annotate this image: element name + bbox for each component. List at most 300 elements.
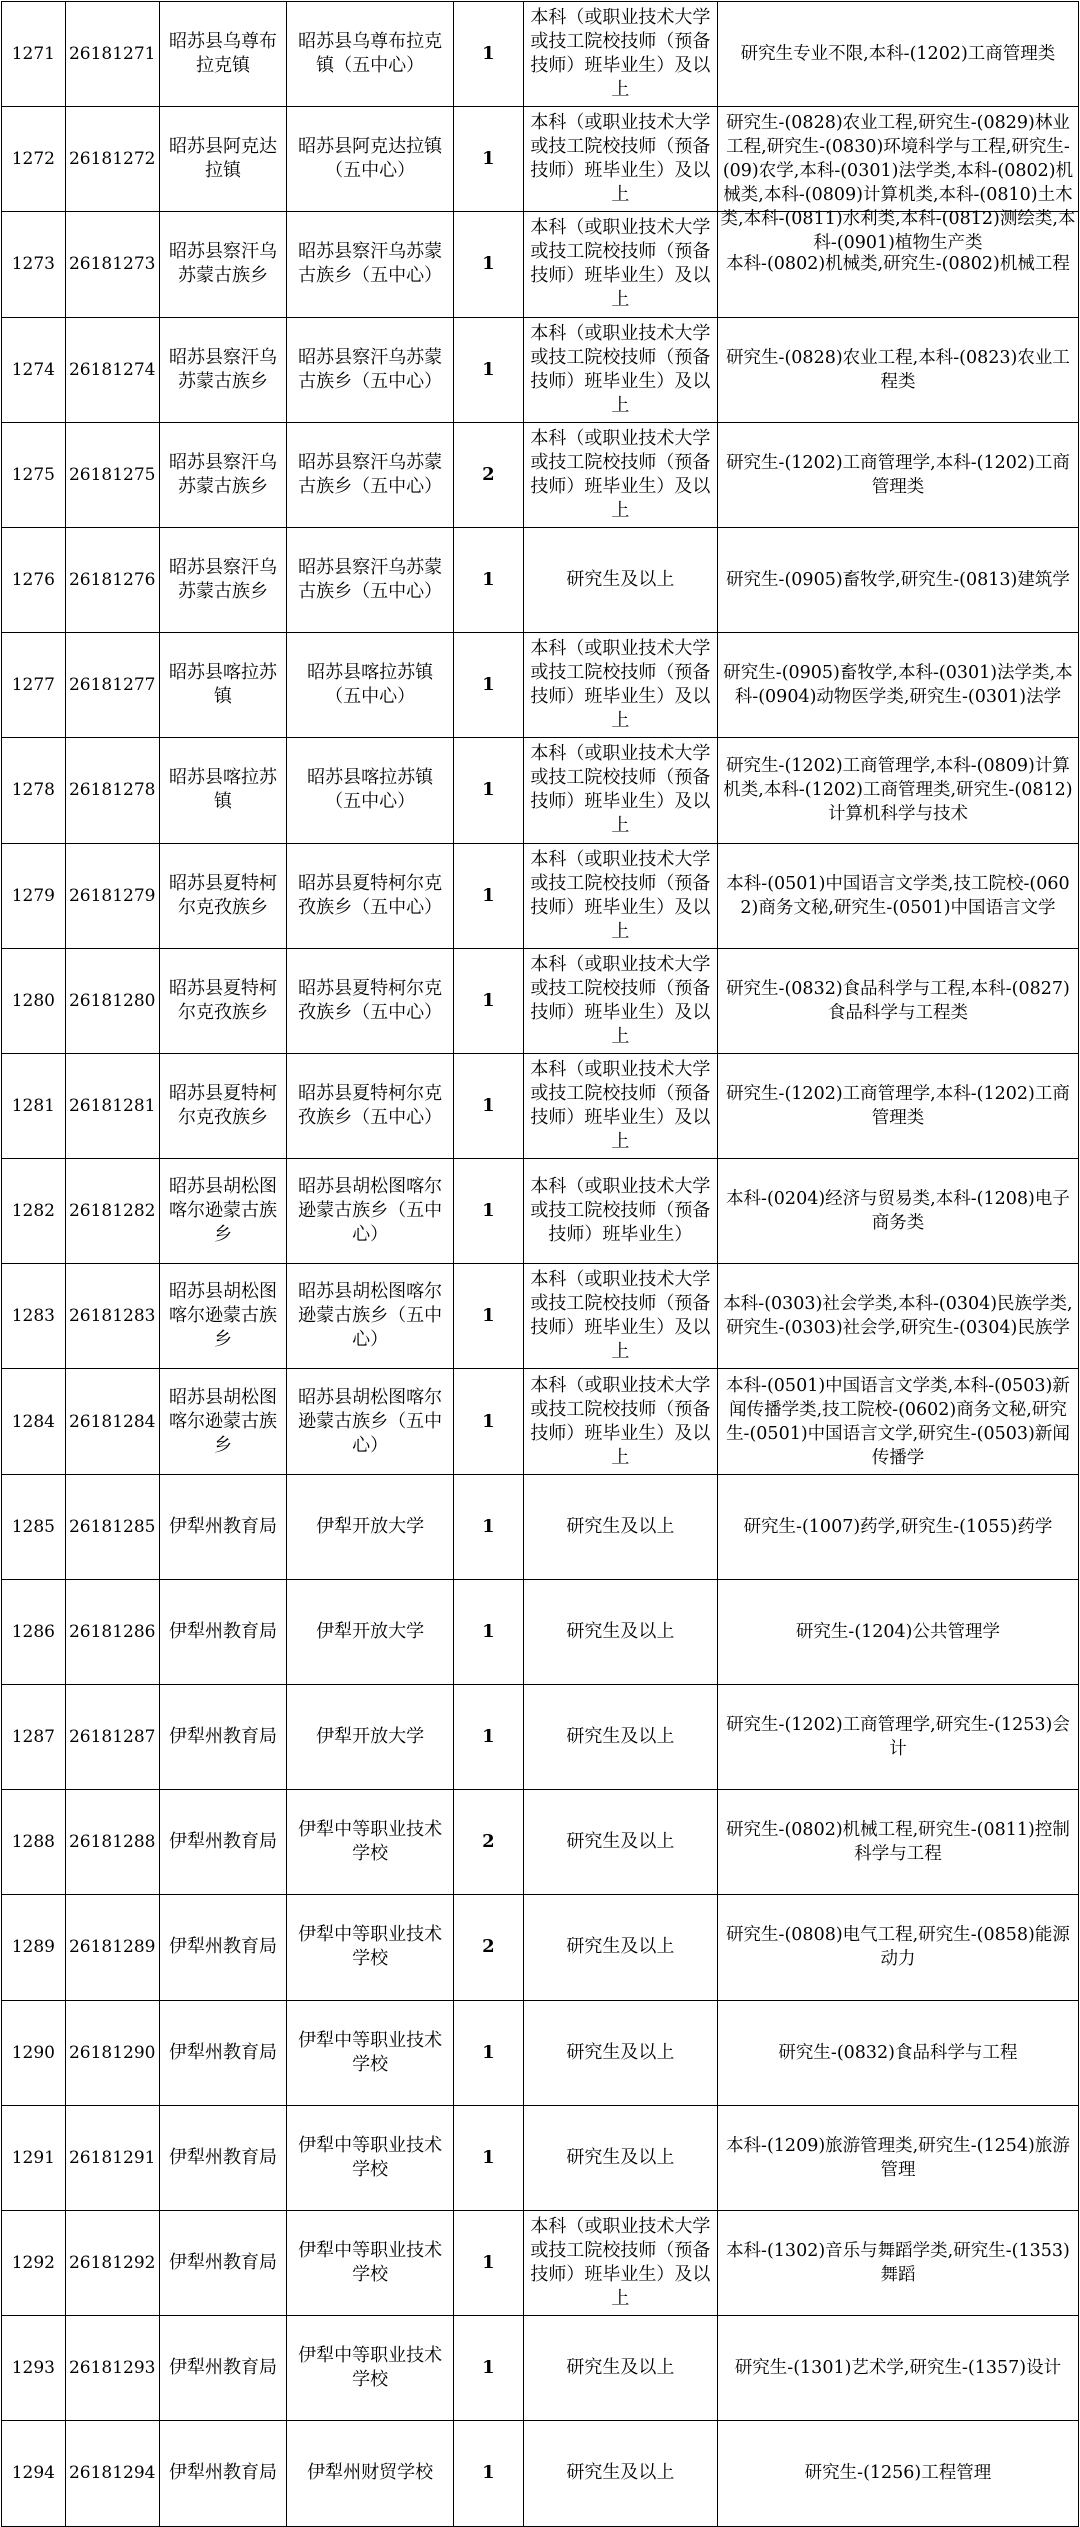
education-requirement-text: 本科（或职业技术大学或技工院校技师（预备技师）班毕业生）及以上 — [530, 112, 711, 206]
department-text: 昭苏县乌尊布拉克镇 — [168, 31, 277, 77]
row-number-cell — [2, 1790, 66, 1895]
education-requirement-cell — [523, 843, 717, 948]
employer-unit-cell — [287, 2, 454, 107]
hiring-count-cell — [454, 317, 524, 422]
department-text: 昭苏县察汗乌苏蒙古族乡 — [168, 557, 277, 603]
table-row — [2, 738, 1079, 843]
department-text: 伊犁州教育局 — [168, 2146, 277, 2168]
employer-unit-text: 昭苏县察汗乌苏蒙古族乡（五中心） — [298, 557, 443, 603]
education-requirement-cell — [523, 633, 717, 738]
employer-unit-text: 昭苏县喀拉苏镇（五中心） — [307, 767, 434, 813]
department-cell — [159, 1474, 286, 1579]
table-row — [2, 948, 1079, 1053]
hiring-count-text: 1 — [482, 148, 495, 170]
hiring-count-text: 1 — [482, 2252, 495, 2274]
employer-unit-cell — [287, 2000, 454, 2105]
education-requirement-text: 本科（或职业技术大学或技工院校技师（预备技师）班毕业生）及以上 — [530, 638, 711, 732]
hiring-count-cell — [454, 2316, 524, 2421]
department-cell — [159, 2210, 286, 2315]
row-number-text: 1292 — [11, 2253, 55, 2274]
hiring-count-text: 1 — [482, 1305, 495, 1327]
position-code-text: 26181280 — [68, 990, 156, 1011]
hiring-count-text: 1 — [482, 989, 495, 1011]
row-number-text: 1294 — [11, 2463, 55, 2484]
department-cell — [159, 1579, 286, 1684]
hiring-count-cell — [454, 1264, 524, 1369]
hiring-count-text: 1 — [482, 1094, 495, 1116]
position-code-cell — [65, 1369, 159, 1474]
hiring-count-cell — [454, 2105, 524, 2210]
employer-unit-cell — [287, 1790, 454, 1895]
position-code-cell — [65, 2316, 159, 2421]
employer-unit-cell — [287, 1264, 454, 1369]
education-requirement-cell — [523, 1895, 717, 2000]
position-code-text: 26181274 — [68, 359, 156, 380]
department-text: 伊犁州教育局 — [168, 1726, 277, 1748]
employer-unit-text: 伊犁中等职业技术学校 — [298, 2029, 443, 2075]
education-requirement-cell — [523, 2421, 717, 2526]
department-text: 伊犁州教育局 — [168, 2041, 277, 2063]
employer-unit-cell — [287, 1474, 454, 1579]
major-requirement-text: 本科-(0501)中国语言文学类,本科-(0503)新闻传播学类,技工院校-(0602)商务文秘,研究生-(0501)中国语言文学,研究生-(0503)新闻传播学 — [726, 1375, 1070, 1468]
table-row — [2, 2, 1079, 107]
department-text: 伊犁州教育局 — [168, 1620, 277, 1642]
department-cell — [159, 1790, 286, 1895]
employer-unit-cell — [287, 527, 454, 632]
major-requirement-cell — [717, 948, 1078, 1053]
education-requirement-cell — [523, 948, 717, 1053]
major-requirement-text: 研究生-(0832)食品科学与工程 — [778, 2042, 1018, 2063]
employer-unit-cell — [287, 948, 454, 1053]
row-number-text: 1285 — [11, 1516, 55, 1537]
employer-unit-text: 昭苏县乌尊布拉克镇（五中心） — [298, 31, 443, 77]
employer-unit-text: 昭苏县察汗乌苏蒙古族乡（五中心） — [298, 451, 443, 497]
position-code-text: 26181288 — [68, 1832, 156, 1853]
position-code-text: 26181287 — [68, 1727, 156, 1748]
hiring-count-cell — [454, 1053, 524, 1158]
position-code-cell — [65, 738, 159, 843]
education-requirement-text: 研究生及以上 — [566, 1936, 675, 1958]
education-requirement-text: 研究生及以上 — [566, 2146, 675, 2168]
education-requirement-cell — [523, 1369, 717, 1474]
hiring-count-cell — [454, 2210, 524, 2315]
position-code-cell — [65, 2105, 159, 2210]
department-cell — [159, 738, 286, 843]
major-requirement-cell — [717, 527, 1078, 632]
hiring-count-text: 1 — [482, 884, 495, 906]
major-requirement-text: 研究生-(0802)机械工程,研究生-(0811)控制科学与工程 — [726, 1820, 1070, 1865]
major-requirement-text: 本科-(0501)中国语言文学类,技工院校-(0602)商务文秘,研究生-(0501)中国语言文学 — [726, 873, 1070, 918]
row-number-text: 1288 — [11, 1832, 55, 1853]
row-number-cell — [2, 2, 66, 107]
hiring-count-text: 1 — [482, 1410, 495, 1432]
department-text: 伊犁州教育局 — [168, 1515, 277, 1537]
hiring-count-text: 1 — [482, 1726, 495, 1748]
position-code-text: 26181271 — [68, 44, 156, 65]
education-requirement-cell — [523, 738, 717, 843]
row-number-cell — [2, 2421, 66, 2526]
employer-unit-cell — [287, 2210, 454, 2315]
major-requirement-text: 本科-(1209)旅游管理类,研究生-(1254)旅游管理 — [726, 2135, 1070, 2180]
major-requirement-cell — [717, 1790, 1078, 1895]
department-text: 伊犁州教育局 — [168, 1831, 277, 1853]
hiring-count-text: 1 — [482, 2357, 495, 2379]
education-requirement-cell — [523, 2105, 717, 2210]
department-cell — [159, 422, 286, 527]
row-number-cell — [2, 422, 66, 527]
hiring-count-cell — [454, 2, 524, 107]
department-cell — [159, 2, 286, 107]
education-requirement-cell — [523, 212, 717, 317]
positions-table — [1, 1, 1079, 2527]
education-requirement-cell — [523, 2316, 717, 2421]
position-code-cell — [65, 527, 159, 632]
education-requirement-cell — [523, 2210, 717, 2315]
employer-unit-cell — [287, 633, 454, 738]
major-requirement-cell — [717, 1053, 1078, 1158]
department-cell — [159, 1264, 286, 1369]
education-requirement-cell — [523, 1053, 717, 1158]
major-requirement-cell — [717, 633, 1078, 738]
major-requirement-text: 研究生专业不限,本科-(1202)工商管理类 — [740, 44, 1056, 65]
major-requirement-text: 研究生-(0905)畜牧学,本科-(0301)法学类,本科-(0904)动物医学类,研究生-(0301)法学 — [723, 663, 1073, 708]
employer-unit-cell — [287, 2421, 454, 2526]
education-requirement-text: 本科（或职业技术大学或技工院校技师（预备技师）班毕业生）及以上 — [530, 848, 711, 942]
major-requirement-text: 本科-(0303)社会学类,本科-(0304)民族学类,研究生-(0303)社会学,研究生-(0304)民族学 — [723, 1294, 1073, 1339]
position-code-cell — [65, 843, 159, 948]
position-code-cell — [65, 317, 159, 422]
row-number-text: 1282 — [11, 1201, 55, 1222]
employer-unit-cell — [287, 1159, 454, 1264]
hiring-count-text: 1 — [482, 253, 495, 275]
row-number-text: 1279 — [11, 885, 55, 906]
position-code-text: 26181278 — [68, 780, 156, 801]
table-row — [2, 633, 1079, 738]
education-requirement-cell — [523, 1579, 717, 1684]
row-number-text: 1290 — [11, 2042, 55, 2063]
education-requirement-text: 研究生及以上 — [566, 569, 675, 591]
position-code-cell — [65, 948, 159, 1053]
row-number-cell — [2, 1159, 66, 1264]
position-code-cell — [65, 1264, 159, 1369]
hiring-count-cell — [454, 1474, 524, 1579]
position-code-cell — [65, 1685, 159, 1790]
hiring-count-cell — [454, 212, 524, 317]
education-requirement-text: 本科（或职业技术大学或技工院校技师（预备技师）班毕业生）及以上 — [530, 2216, 711, 2310]
department-cell — [159, 2421, 286, 2526]
education-requirement-text: 本科（或职业技术大学或技工院校技师（预备技师）班毕业生）及以上 — [530, 1058, 711, 1152]
major-requirement-text: 研究生-(0832)食品科学与工程,本科-(0827)食品科学与工程类 — [726, 978, 1070, 1023]
education-requirement-cell — [523, 1159, 717, 1264]
row-number-cell — [2, 948, 66, 1053]
major-requirement-text: 研究生-(1202)工商管理学,本科-(0809)计算机类,本科-(1202)工商管理类,研究生-(0812)计算机科学与技术 — [723, 756, 1073, 825]
employer-unit-text: 昭苏县夏特柯尔克孜族乡（五中心） — [298, 872, 443, 918]
major-requirement-text: 研究生-(1007)药学,研究生-(1055)药学 — [743, 1516, 1053, 1537]
hiring-count-text: 1 — [482, 358, 495, 380]
table-row — [2, 1264, 1079, 1369]
hiring-count-cell — [454, 107, 524, 212]
position-code-text: 26181289 — [68, 1937, 156, 1958]
row-number-cell — [2, 317, 66, 422]
department-cell — [159, 2000, 286, 2105]
employer-unit-text: 昭苏县胡松图喀尔逊蒙古族乡（五中心） — [298, 1281, 443, 1351]
employer-unit-text: 昭苏县胡松图喀尔逊蒙古族乡（五中心） — [298, 1176, 443, 1246]
employer-unit-cell — [287, 2105, 454, 2210]
major-requirement-cell — [717, 422, 1078, 527]
table-row — [2, 2000, 1079, 2105]
table-row — [2, 317, 1079, 422]
department-cell — [159, 1159, 286, 1264]
department-text: 昭苏县察汗乌苏蒙古族乡 — [168, 346, 277, 392]
education-requirement-text: 本科（或职业技术大学或技工院校技师（预备技师）班毕业生）及以上 — [530, 322, 711, 416]
employer-unit-text: 昭苏县胡松图喀尔逊蒙古族乡（五中心） — [298, 1386, 443, 1456]
employer-unit-cell — [287, 1895, 454, 2000]
employer-unit-text: 昭苏县察汗乌苏蒙古族乡（五中心） — [298, 241, 443, 287]
position-code-cell — [65, 2210, 159, 2315]
table-body — [2, 2, 1079, 2527]
major-requirement-text: 研究生-(0828)农业工程,研究生-(0829)林业工程,研究生-(0830)环境科学与工程,研究生-(09)农学,本科-(0301)法学类,本科-(0802)机械类,本科-(0809)计算机类,本科-(0810)土木类,本科-(0811)水利类,本科-(0812)测绘类,本科-(0901)植物生产类 — [720, 113, 1076, 254]
major-requirement-text: 本科-(0204)经济与贸易类,本科-(1208)电子商务类 — [726, 1189, 1070, 1234]
hiring-count-cell — [454, 1685, 524, 1790]
row-number-text: 1289 — [11, 1937, 55, 1958]
major-requirement-text: 研究生-(1301)艺术学,研究生-(1357)设计 — [734, 2358, 1062, 2379]
education-requirement-text: 本科（或职业技术大学或技工院校技师（预备技师）班毕业生） — [530, 1176, 711, 1246]
position-code-text: 26181285 — [68, 1516, 156, 1537]
position-code-text: 26181282 — [68, 1201, 156, 1222]
position-code-cell — [65, 2000, 159, 2105]
table-row — [2, 1895, 1079, 2000]
row-number-cell — [2, 738, 66, 843]
education-requirement-text: 研究生及以上 — [566, 1620, 675, 1642]
hiring-count-text: 1 — [482, 43, 495, 65]
education-requirement-text: 本科（或职业技术大学或技工院校技师（预备技师）班毕业生）及以上 — [530, 217, 711, 311]
hiring-count-cell — [454, 1790, 524, 1895]
row-number-text: 1276 — [11, 570, 55, 591]
employer-unit-cell — [287, 1685, 454, 1790]
major-requirement-cell — [717, 2105, 1078, 2210]
position-code-text: 26181293 — [68, 2358, 156, 2379]
major-requirement-text: 研究生-(0808)电气工程,研究生-(0858)能源动力 — [726, 1925, 1070, 1970]
major-requirement-cell — [717, 107, 1078, 254]
department-text: 昭苏县喀拉苏镇 — [168, 662, 277, 708]
hiring-count-cell — [454, 633, 524, 738]
row-number-cell — [2, 107, 66, 212]
position-code-text: 26181281 — [68, 1095, 156, 1116]
row-number-cell — [2, 1369, 66, 1474]
row-number-cell — [2, 1579, 66, 1684]
employer-unit-text: 伊犁开放大学 — [316, 1620, 425, 1642]
education-requirement-cell — [523, 1685, 717, 1790]
row-number-cell — [2, 212, 66, 317]
row-number-cell — [2, 527, 66, 632]
major-requirement-text: 研究生-(0905)畜牧学,研究生-(0813)建筑学 — [726, 570, 1070, 591]
employer-unit-cell — [287, 738, 454, 843]
hiring-count-cell — [454, 527, 524, 632]
employer-unit-text: 伊犁中等职业技术学校 — [298, 2240, 443, 2286]
department-cell — [159, 1685, 286, 1790]
department-cell — [159, 1053, 286, 1158]
table-row — [2, 1474, 1079, 1579]
row-number-cell — [2, 1895, 66, 2000]
hiring-count-cell — [454, 2421, 524, 2526]
position-code-text: 26181291 — [68, 2147, 156, 2168]
hiring-count-cell — [454, 1159, 524, 1264]
position-code-text: 26181292 — [68, 2253, 156, 2274]
major-requirement-text: 研究生-(0828)农业工程,本科-(0823)农业工程类 — [726, 347, 1070, 392]
position-code-cell — [65, 1579, 159, 1684]
table-row — [2, 2316, 1079, 2421]
position-code-cell — [65, 1053, 159, 1158]
education-requirement-cell — [523, 2, 717, 107]
row-number-cell — [2, 1053, 66, 1158]
major-requirement-cell — [717, 2, 1078, 107]
education-requirement-text: 研究生及以上 — [566, 1515, 675, 1537]
row-number-cell — [2, 1685, 66, 1790]
department-text: 伊犁州教育局 — [168, 2252, 277, 2274]
employer-unit-cell — [287, 1369, 454, 1474]
department-text: 昭苏县胡松图喀尔逊蒙古族乡 — [168, 1386, 277, 1456]
hiring-count-text: 1 — [482, 2146, 495, 2168]
major-requirement-cell — [717, 317, 1078, 422]
major-requirement-cell — [717, 2421, 1078, 2526]
table-row — [2, 843, 1079, 948]
row-number-text: 1287 — [11, 1727, 55, 1748]
position-code-text: 26181290 — [68, 2042, 156, 2063]
position-code-cell — [65, 422, 159, 527]
hiring-count-cell — [454, 1369, 524, 1474]
position-code-text: 26181279 — [68, 885, 156, 906]
department-cell — [159, 317, 286, 422]
row-number-cell — [2, 843, 66, 948]
hiring-count-text: 1 — [482, 779, 495, 801]
department-cell — [159, 1895, 286, 2000]
department-text: 昭苏县阿克达拉镇 — [168, 136, 277, 182]
employer-unit-cell — [287, 2316, 454, 2421]
education-requirement-text: 本科（或职业技术大学或技工院校技师（预备技师）班毕业生）及以上 — [530, 427, 711, 521]
row-number-text: 1273 — [11, 254, 55, 275]
position-code-text: 26181272 — [68, 149, 156, 170]
major-requirement-text: 研究生-(1202)工商管理学,研究生-(1253)会计 — [726, 1715, 1070, 1760]
department-text: 昭苏县胡松图喀尔逊蒙古族乡 — [168, 1281, 277, 1351]
department-cell — [159, 212, 286, 317]
major-requirement-cell — [717, 2316, 1078, 2421]
employer-unit-text: 伊犁中等职业技术学校 — [298, 2134, 443, 2180]
education-requirement-text: 本科（或职业技术大学或技工院校技师（预备技师）班毕业生）及以上 — [530, 953, 711, 1047]
major-requirement-cell — [717, 1369, 1078, 1474]
hiring-count-text: 2 — [482, 1936, 495, 1958]
row-number-text: 1281 — [11, 1095, 55, 1116]
major-requirement-text: 研究生-(1202)工商管理学,本科-(1202)工商管理类 — [726, 452, 1070, 497]
row-number-text: 1291 — [11, 2147, 55, 2168]
table-row — [2, 1579, 1079, 1684]
hiring-count-text: 2 — [482, 1831, 495, 1853]
row-number-text: 1286 — [11, 1621, 55, 1642]
department-text: 伊犁州教育局 — [168, 1936, 277, 1958]
table-row — [2, 2105, 1079, 2210]
hiring-count-text: 1 — [482, 674, 495, 696]
major-requirement-cell — [717, 1264, 1078, 1369]
hiring-count-text: 1 — [482, 1515, 495, 1537]
major-requirement-cell — [717, 1474, 1078, 1579]
row-number-text: 1272 — [11, 149, 55, 170]
position-code-cell — [65, 1474, 159, 1579]
department-cell — [159, 107, 286, 212]
position-code-cell — [65, 2421, 159, 2526]
hiring-count-cell — [454, 1895, 524, 2000]
hiring-count-cell — [454, 422, 524, 527]
row-number-cell — [2, 2210, 66, 2315]
position-code-cell — [65, 2, 159, 107]
major-requirement-text: 研究生-(1204)公共管理学 — [795, 1621, 1001, 1642]
education-requirement-cell — [523, 1474, 717, 1579]
major-requirement-cell — [717, 2000, 1078, 2105]
major-requirement-cell — [717, 843, 1078, 948]
row-number-text: 1293 — [11, 2358, 55, 2379]
position-code-cell — [65, 1790, 159, 1895]
hiring-count-cell — [454, 1579, 524, 1684]
employer-unit-text: 昭苏县夏特柯尔克孜族乡（五中心） — [298, 1082, 443, 1128]
department-text: 昭苏县夏特柯尔克孜族乡 — [168, 977, 277, 1023]
employer-unit-text: 伊犁开放大学 — [316, 1515, 425, 1537]
major-requirement-cell — [717, 1685, 1078, 1790]
hiring-count-cell — [454, 2000, 524, 2105]
row-number-text: 1278 — [11, 780, 55, 801]
department-text: 昭苏县察汗乌苏蒙古族乡 — [168, 451, 277, 497]
education-requirement-cell — [523, 107, 717, 212]
education-requirement-cell — [523, 1264, 717, 1369]
major-requirement-cell — [717, 1579, 1078, 1684]
position-code-text: 26181286 — [68, 1621, 156, 1642]
department-text: 昭苏县胡松图喀尔逊蒙古族乡 — [168, 1176, 277, 1246]
position-code-text: 26181276 — [68, 570, 156, 591]
position-code-cell — [65, 212, 159, 317]
table-row — [2, 1053, 1079, 1158]
table-row — [2, 422, 1079, 527]
major-requirement-cell — [717, 1159, 1078, 1264]
department-cell — [159, 633, 286, 738]
table-row — [2, 1369, 1079, 1474]
employer-unit-text: 伊犁开放大学 — [316, 1726, 425, 1748]
employer-unit-text: 伊犁中等职业技术学校 — [298, 1819, 443, 1865]
row-number-text: 1277 — [11, 675, 55, 696]
education-requirement-cell — [523, 1790, 717, 1895]
employer-unit-text: 昭苏县夏特柯尔克孜族乡（五中心） — [298, 977, 443, 1023]
position-code-text: 26181273 — [68, 254, 156, 275]
table-row — [2, 527, 1079, 632]
employer-unit-cell — [287, 317, 454, 422]
position-code-text: 26181277 — [68, 675, 156, 696]
education-requirement-text: 研究生及以上 — [566, 2462, 675, 2484]
employer-unit-cell — [287, 422, 454, 527]
department-cell — [159, 527, 286, 632]
position-code-cell — [65, 1159, 159, 1264]
position-code-cell — [65, 107, 159, 212]
department-text: 伊犁州教育局 — [168, 2357, 277, 2379]
position-code-text: 26181283 — [68, 1306, 156, 1327]
department-cell — [159, 2105, 286, 2210]
department-cell — [159, 1369, 286, 1474]
department-text: 昭苏县夏特柯尔克孜族乡 — [168, 1082, 277, 1128]
position-code-text: 26181284 — [68, 1411, 156, 1432]
major-requirement-cell — [717, 1895, 1078, 2000]
department-text: 伊犁州教育局 — [168, 2462, 277, 2484]
position-code-cell — [65, 633, 159, 738]
employer-unit-text: 伊犁中等职业技术学校 — [298, 2345, 443, 2391]
major-requirement-cell — [717, 738, 1078, 843]
employer-unit-text: 昭苏县察汗乌苏蒙古族乡（五中心） — [298, 346, 443, 392]
education-requirement-text: 研究生及以上 — [566, 2357, 675, 2379]
education-requirement-cell — [523, 527, 717, 632]
